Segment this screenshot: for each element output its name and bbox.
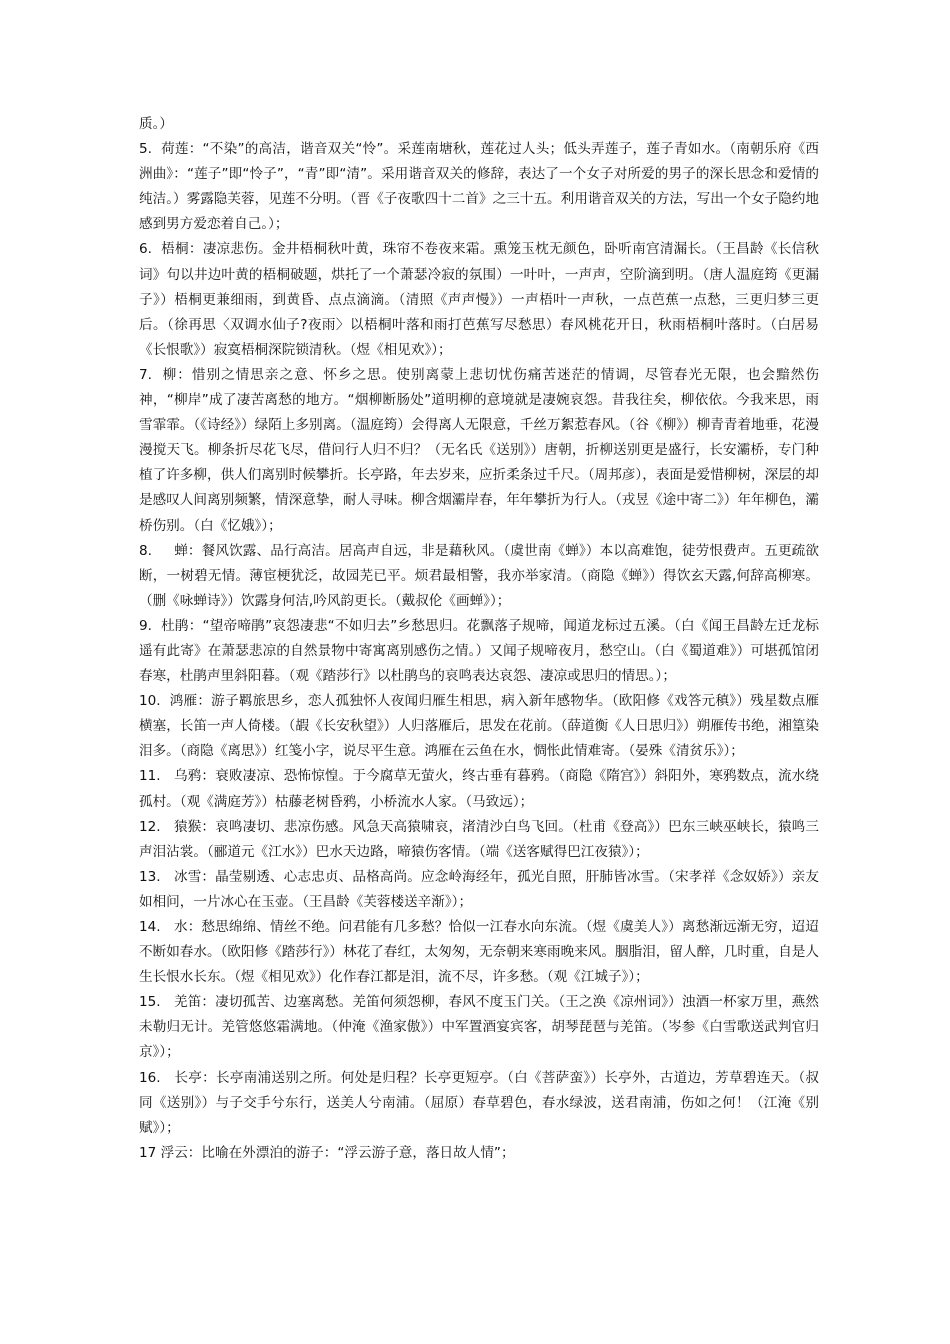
document-page	[139, 112, 819, 1166]
paragraph-item-16-pavilion: 16. 长亭：长亭南浦送别之所。何处是归程？长亭更短亭。（白《菩萨蛮》）长亭外，古道边，芳草碧连天。（叔同《送别》）与子交手兮东行，送美人兮南浦。（屈原）春草碧色，春水绿波，送君南浦，伤如之何！（江淹《别赋》）；	[139, 1069, 819, 1136]
paragraph-item-12-ape: 12. 猿猴：哀鸣凄切、悲凉伤感。风急天高猿啸哀，渚清沙白鸟飞回。（杜甫《登高》）巴东三峡巫峡长，猿鸣三声泪沾裳。（郦道元《江水》）巴水天边路，啼猿伤客情。（端《送客赋得巴江夜猿》）；	[139, 818, 819, 860]
paragraph-item-9-cuckoo: 9. 杜鹃：“望帝啼鹃”哀怨凄悲“不如归去”乡愁思归。花飘落子规啼，闻道龙标过五溪。（白《闻王昌龄左迁龙标遥有此寄》在萧瑟悲凉的自然景物中寄寓离别感伤之情。）又闻子规啼夜月，愁空山。（白《蜀道难》）可堪孤馆闭春寒，杜鹃声里斜阳暮。（观《踏莎行》以杜鹃鸟的哀鸣表达哀怨、凄凉或思归的情思。）；	[139, 617, 819, 685]
paragraph-item-5-lotus: 5. 荷莲：“不染”的高洁，谐音双关“怜”。采莲南塘秋，莲花过人头；低头弄莲子，莲子青如水。（南朝乐府《西洲曲》：“莲子”即“怜子”，“青”即“清”。采用谐音双关的修辞，表达了一个女子对所爱的男子的深长思念和爱情的纯洁。）雾露隐芙蓉，见莲不分明。（晋《子夜歌四十二首》之三十五。利用谐音双关的方法，写出一个女子隐约地感到男方爱恋着自己。）；	[139, 141, 819, 233]
paragraph-item-8-cicada: 8. 蝉：餐风饮露、品行高洁。居高声自远，非是藉秋风。（虞世南《蝉》）本以高难饱，徒劳恨费声。五更疏欲断，一树碧无情。薄宦梗犹泛，故园芜已平。烦君最相警，我亦举家清。（商隐《蝉》）得饮玄天露,何辞高柳寒。（删《咏蝉诗》）饮露身何洁,吟风韵更长。（戴叔伦《画蝉》）；	[139, 542, 819, 609]
paragraph-item-13-ice-snow: 13. 冰雪：晶莹剔透、心志忠贞、品格高尚。应念岭海经年，孤光自照，肝肺皆冰雪。（宋孝祥《念奴娇》）亲友如相问，一片冰心在玉壶。（王昌龄《芙蓉楼送辛渐》）；	[139, 868, 819, 910]
paragraph-item-15-qiang-flute: 15. 羌笛：凄切孤苦、边塞离愁。羌笛何须怨柳，春风不度玉门关。（王之涣《凉州词》）浊酒一杯家万里，燕然未勒归无计。羌管悠悠霜满地。（仲淹《渔家傲》）中军置酒宴宾客，胡琴琵琶与羌笛。（岑参《白雪歌送武判官归京》）；	[139, 994, 819, 1061]
paragraph-item-14-water: 14. 水：愁思绵绵、情丝不绝。问君能有几多愁？恰似一江春水向东流。（煜《虞美人》）离愁渐远渐无穷，迢迢不断如春水。（欧阳修《踏莎行》）林花了春红，太匆匆，无奈朝来寒雨晚来风。胭脂泪，留人醉，几时重，自是人生长恨水长东。（煜《相见欢》）化作春江都是泪，流不尽，许多愁。（观《江城子》）；	[139, 919, 819, 986]
paragraph-continuation: 质。）	[139, 116, 173, 132]
paragraph-item-6-phoenix-tree: 6. 梧桐：凄凉悲伤。金井梧桐秋叶黄，珠帘不卷夜来霜。熏笼玉枕无颜色，卧听南宫清漏长。（王昌龄《长信秋词》句以井边叶黄的梧桐破题，烘托了一个萧瑟冷寂的氛围）一叶叶，一声声，空阶滴到明。（唐人温庭筠《更漏子》）梧桐更兼细雨，到黄昏、点点滴滴。（清照《声声慢》）一声梧叶一声秋，一点芭蕉一点愁，三更归梦三更后。（徐再思〈双调水仙子?夜雨〉以梧桐叶落和雨打芭蕉写尽愁思）春风桃花开日，秋雨梧桐叶落时。（白居易《长恨歌》）寂寞梧桐深院锁清秋。（煜《相见欢》）；	[139, 241, 819, 358]
paragraph-item-10-wild-goose: 10. 鸿雁：游子羁旅思乡，恋人孤独怀人夜闻归雁生相思，病入新年感物华。（欧阳修《戏答元稹》）残星数点雁横塞，长笛一声人倚楼。（嘏《长安秋望》）人归落雁后，思发在花前。（薛道衡《人日思归》）朔雁传书绝，湘篁染泪多。（商隐《离思》）红笺小字，说尽平生意。鸿雁在云鱼在水，惆怅此情难寄。（晏殊《清贫乐》）；	[139, 693, 819, 760]
paragraph-item-17-floating-cloud: 17 浮云：比喻在外漂泊的游子：“浮云游子意，落日故人情”；	[139, 1144, 515, 1161]
paragraph-item-7-willow: 7. 柳：惜别之情思亲之意、怀乡之思。使别离蒙上悲切忧伤痛苦迷茫的情调，尽管春光无限，也会黯然伤神，“柳岸”成了凄苦离愁的地方。“烟柳断肠处”道明柳的意境就是凄婉哀怨。昔我往矣，柳依依。今我来思，雨雪霏霏。（《诗经》）绿陌上多别离。（温庭筠）会得离人无限意，千丝万絮惹春风。（谷《柳》）柳青青着地垂，花漫漫搅天飞。柳条折尽花飞尽，借问行人归不归？（无名氏《送别》）唐朝，折柳送别更是盛行，长安灞桥，专门种植了许多柳，供人们离别时候攀折。长亭路，年去岁来，应折柔条过千尺。（周邦彦），表面是爱惜柳树，深层的却是感叹人间离别频繁，情深意挚，耐人寻味。柳含烟灞岸春，年年攀折为行人。（戎昱《途中寄二》）年年柳色，灞桥伤别。（白《忆娥》）；	[139, 366, 819, 534]
paragraph-item-11-crow: 11. 乌鸦：衰败凄凉、恐怖惊惶。于今腐草无萤火，终古垂有暮鸦。（商隐《隋宫》）斜阳外，寒鸦数点，流水绕孤村。（观《满庭芳》）枯藤老树昏鸦，小桥流水人家。（马致远）；	[139, 768, 819, 810]
